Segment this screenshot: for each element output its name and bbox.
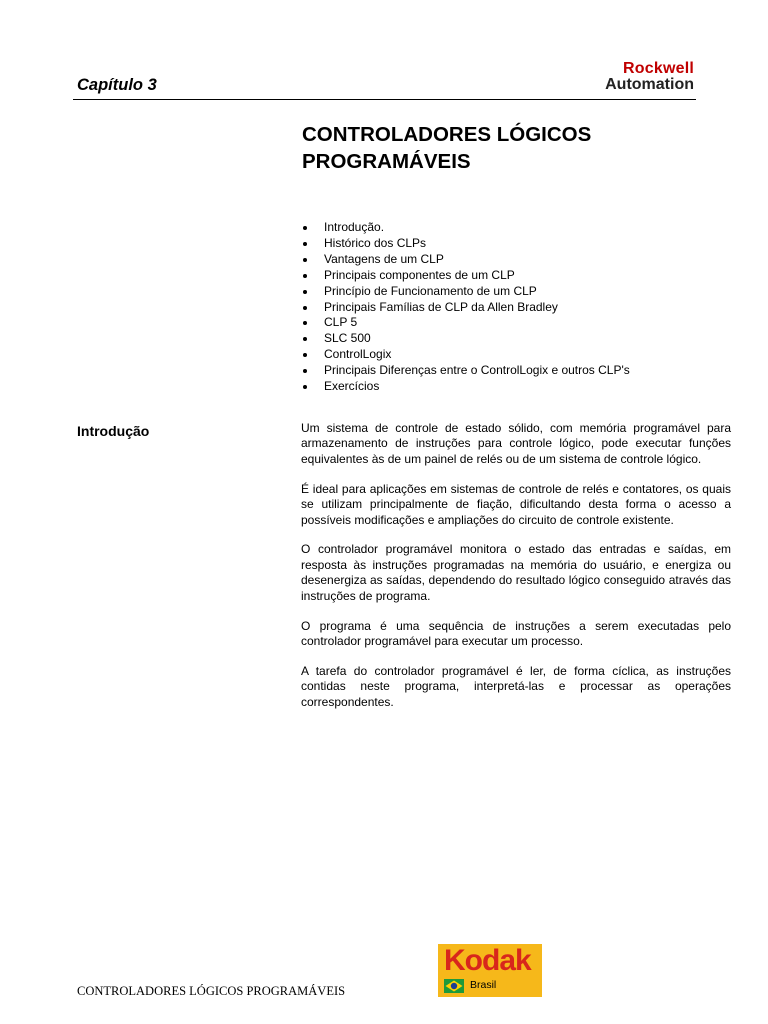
paragraph: O controlador programável monitora o estado das entradas e saídas, em resposta às instruções programadas na memória do usuário, e energiza ou desenergiza as saídas, dependendo do resultado lógico conseguido através das instruções de programa. <box>301 542 731 603</box>
list-item <box>302 268 732 284</box>
paragraph: O programa é uma sequência de instruções a serem executadas pelo controlador programável para executar um processo. <box>301 618 731 648</box>
kodak-logo <box>438 944 542 997</box>
list-item <box>302 379 732 395</box>
bullet-icon <box>303 242 307 246</box>
list-item <box>302 347 732 363</box>
bullet-icon <box>303 290 307 294</box>
list-item <box>302 284 732 300</box>
bullet-icon <box>303 306 307 310</box>
paragraph: É ideal para aplicações em sistemas de controle de relés e contatores, os quais se utilizam principalmente de fiação, dificultando desta forma o acesso a possíveis modificações e ampliações do circuito de controle existente. <box>301 481 731 527</box>
rockwell-automation-logo <box>572 61 694 93</box>
list-item-text: SLC 500 <box>324 331 371 346</box>
topics-list <box>302 220 732 395</box>
bullet-icon <box>303 258 307 262</box>
list-item-text: Histórico dos CLPs <box>324 235 427 250</box>
section-body <box>301 421 731 725</box>
title-line-2: PROGRAMÁVEIS <box>302 150 471 173</box>
bullet-icon <box>303 369 307 373</box>
list-item-text: ControlLogix <box>324 347 392 362</box>
logo-automation-text: Automation <box>605 76 694 93</box>
bullet-icon <box>303 385 307 389</box>
list-item-text: Vantagens de um CLP <box>324 251 444 266</box>
list-item-text: Princípio de Funcionamento de um CLP <box>324 283 537 298</box>
header-rule <box>73 99 696 100</box>
paragraph: A tarefa do controlador programável é ler, de forma cíclica, as instruções contidas neste programa, interpretá-las e processar as operações correspondentes. <box>301 663 731 709</box>
brazil-flag-icon <box>444 979 464 993</box>
bullet-icon <box>303 321 307 325</box>
bullet-icon <box>303 226 307 230</box>
paragraph: Um sistema de controle de estado sólido, com memória programável para armazenamento de instruções para controle lógico, pode executar funções equivalentes às de um painel de relés ou de um sistema de controle lógico. <box>301 421 731 466</box>
list-item-text: Principais Famílias de CLP da Allen Bradley <box>324 299 558 314</box>
kodak-wordmark: Kodak <box>444 944 531 977</box>
chapter-label: Capítulo 3 <box>77 76 157 94</box>
list-item <box>302 363 732 379</box>
bullet-icon <box>303 337 307 341</box>
title-line-1: CONTROLADORES LÓGICOS <box>302 123 592 146</box>
list-item <box>302 315 732 331</box>
list-item <box>302 300 732 316</box>
list-item-text: Principais Diferenças entre o ControlLogix e outros CLP's <box>324 363 630 378</box>
list-item <box>302 252 732 268</box>
list-item-text: Introdução. <box>324 220 385 234</box>
list-item-text: Exercícios <box>324 379 380 394</box>
list-item-text: CLP 5 <box>324 315 358 330</box>
page-title <box>302 121 732 175</box>
footer-title: CONTROLADORES LÓGICOS PROGRAMÁVEIS <box>77 984 346 998</box>
bullet-icon <box>303 353 307 357</box>
list-item <box>302 236 732 252</box>
list-item <box>302 331 732 347</box>
list-item <box>302 220 732 236</box>
logo-rockwell-text: Rockwell <box>623 60 694 77</box>
section-heading: Introdução <box>77 423 150 439</box>
bullet-icon <box>303 274 307 278</box>
kodak-country-label: Brasil <box>470 979 497 991</box>
list-item-text: Principais componentes de um CLP <box>324 267 515 282</box>
